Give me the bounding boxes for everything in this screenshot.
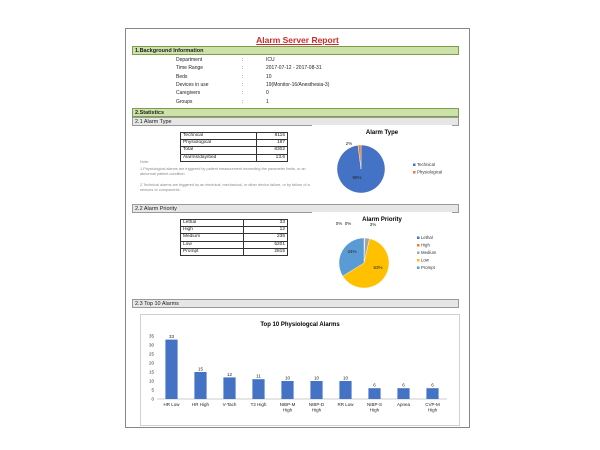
legend-label: Lethal <box>421 235 433 240</box>
legend-label: Prompt <box>421 265 435 270</box>
pie-slice-label: 63% <box>373 265 383 270</box>
table-cell-label: Prompt <box>181 248 244 255</box>
bar-value-label: 6 <box>402 382 405 388</box>
table-cell-value: 13.6 <box>256 154 287 161</box>
pie-slice-label: 0% <box>344 221 352 226</box>
y-tick-label: 35 <box>148 333 154 339</box>
bar <box>165 340 177 399</box>
info-label: Time Range <box>176 65 204 72</box>
alarm-priority-pie <box>312 212 452 298</box>
table-cell-label: Physiological <box>181 140 257 147</box>
pie-slice-label: 3% <box>369 222 377 227</box>
legend-label: Low <box>421 257 429 263</box>
table-row <box>181 227 288 234</box>
table-cell-label: Medium <box>181 234 244 241</box>
x-tick-label: CVP-M High <box>425 402 440 413</box>
report-page <box>125 28 470 428</box>
legend-swatch <box>417 252 420 255</box>
table-row <box>181 133 288 140</box>
alarm-priority-table <box>180 219 288 256</box>
x-tick-label: V-Tach <box>222 402 237 407</box>
bar <box>339 381 351 399</box>
alarm-type-pie <box>312 125 452 201</box>
bar <box>310 381 322 399</box>
table-cell-label: Low <box>181 241 244 248</box>
section-background: 1.Background Information <box>132 46 459 55</box>
table-cell-value: 2815 <box>243 248 287 255</box>
table-row <box>181 248 288 255</box>
x-tick-label: NIBP-M High <box>279 402 296 413</box>
y-tick-label: 0 <box>151 396 154 402</box>
alarm-type-table <box>180 132 288 162</box>
table-cell-value: 187 <box>256 140 287 147</box>
info-label: Beds <box>176 73 188 80</box>
table-cell-value: 33 <box>243 220 287 227</box>
chart-title: Alarm Priority <box>362 217 402 223</box>
report-title: Alarm Server Report <box>256 35 339 45</box>
table-row <box>181 140 288 147</box>
subsection-alarm-priority: 2.2 Alarm Priority <box>132 204 459 213</box>
x-tick-label: HR Low <box>163 402 180 407</box>
legend-label: Technical <box>417 162 435 167</box>
x-tick-label: RR Low <box>337 402 354 407</box>
table-cell-label: Lethal <box>181 220 244 227</box>
bar <box>397 388 409 399</box>
bar-value-label: 10 <box>313 375 320 381</box>
legend-swatch <box>413 171 416 174</box>
bar <box>194 372 206 399</box>
table-cell-value: 8115 <box>256 133 287 140</box>
bar <box>252 379 264 399</box>
pie-slice-label: 0% <box>335 221 343 226</box>
info-value: 0 <box>266 90 269 97</box>
y-tick-label: 10 <box>148 378 154 384</box>
table-cell-value: 12 <box>243 227 287 234</box>
pie-slice-label: 2% <box>345 141 353 146</box>
info-colon: : <box>242 65 244 72</box>
info-label: Groups <box>176 98 193 105</box>
legend-label: High <box>421 242 430 248</box>
pie-slice-label: 98% <box>352 175 362 180</box>
y-tick-label: 25 <box>148 351 154 357</box>
info-colon: : <box>242 57 244 63</box>
alarm-type-chart <box>312 125 452 201</box>
section-statistics: 2.Statistics <box>132 108 459 117</box>
table-row <box>181 147 288 154</box>
bar <box>223 377 235 399</box>
info-value: 10 <box>266 73 272 80</box>
table-row <box>181 220 288 227</box>
bar-value-label: 12 <box>226 371 233 377</box>
y-tick-label: 30 <box>148 342 154 348</box>
alarm-priority-chart <box>312 212 452 298</box>
legend-swatch <box>417 259 420 262</box>
note-label: Note: <box>140 160 150 164</box>
table-cell-label: Alarms/day/bed <box>181 154 257 161</box>
info-colon: : <box>242 98 244 105</box>
info-value: 1 <box>266 98 269 105</box>
info-colon: : <box>242 81 244 88</box>
legend-swatch <box>413 164 416 167</box>
table-cell-label: Technical <box>181 133 257 140</box>
info-label: Devices in use <box>176 81 209 88</box>
subsection-top-alarms: 2.3 Top 10 Alarms <box>132 299 459 308</box>
top-alarms-bar-chart <box>141 315 459 425</box>
bar-value-label: 11 <box>256 373 261 379</box>
x-tick-label: T2 High <box>250 402 267 407</box>
legend-swatch <box>417 267 420 270</box>
table-cell-label: Total <box>181 147 257 154</box>
info-colon: : <box>242 73 244 80</box>
bar-value-label: 10 <box>342 375 349 381</box>
bar <box>368 388 380 399</box>
info-value: 19(Monitor-16/Anesthesia-3) <box>266 81 330 88</box>
bar <box>426 388 438 399</box>
table-row <box>181 234 288 241</box>
x-tick-label: HR High <box>191 402 210 407</box>
x-tick-label: NIBP-D High <box>308 402 325 413</box>
info-label: Department <box>176 57 203 63</box>
table-cell-value: 235 <box>243 234 287 241</box>
x-tick-label: NIBP-S High <box>366 402 383 413</box>
info-value: ICU <box>266 57 275 63</box>
legend-swatch <box>417 237 420 240</box>
top-alarms-chart <box>140 314 460 426</box>
table-row <box>181 154 288 161</box>
bar-value-label: 6 <box>431 382 434 388</box>
x-tick-label: Apnea <box>396 402 411 407</box>
note-physiological: 1.Physiological alarms are triggered by patient measurement exceeding the parameter limits, or an abnormal patient condition. <box>140 167 306 176</box>
info-colon: : <box>242 90 244 97</box>
chart-title: Top 10 Physiologcal Alarms <box>260 322 340 328</box>
bar <box>281 381 293 399</box>
chart-title: Alarm Type <box>365 130 399 136</box>
y-tick-label: 15 <box>148 369 154 375</box>
table-cell-value: 5201 <box>243 241 287 248</box>
bar-value-label: 6 <box>373 382 376 388</box>
bar-value-label: 33 <box>168 334 175 340</box>
y-tick-label: 20 <box>148 360 154 366</box>
legend-label: Physiological <box>417 169 443 175</box>
info-value: 2017-07-12 - 2017-08-31 <box>266 65 322 72</box>
legend-swatch <box>417 244 420 247</box>
legend-label: Medium <box>421 250 437 255</box>
table-cell-label: High <box>181 227 244 234</box>
table-cell-value: 8302 <box>256 147 287 154</box>
info-label: Caregivers <box>176 90 201 97</box>
pie-slice-label: 34% <box>347 249 357 254</box>
table-row <box>181 241 288 248</box>
y-tick-label: 5 <box>151 387 154 393</box>
bar-value-label: 15 <box>197 366 204 372</box>
subsection-alarm-type: 2.1 Alarm Type <box>132 117 459 126</box>
note-technical: 2.Technical alarms are triggered by an electrical, mechanical, or other device failure, or by failure of a sensors or components. <box>140 183 310 192</box>
bar-value-label: 10 <box>284 375 291 381</box>
